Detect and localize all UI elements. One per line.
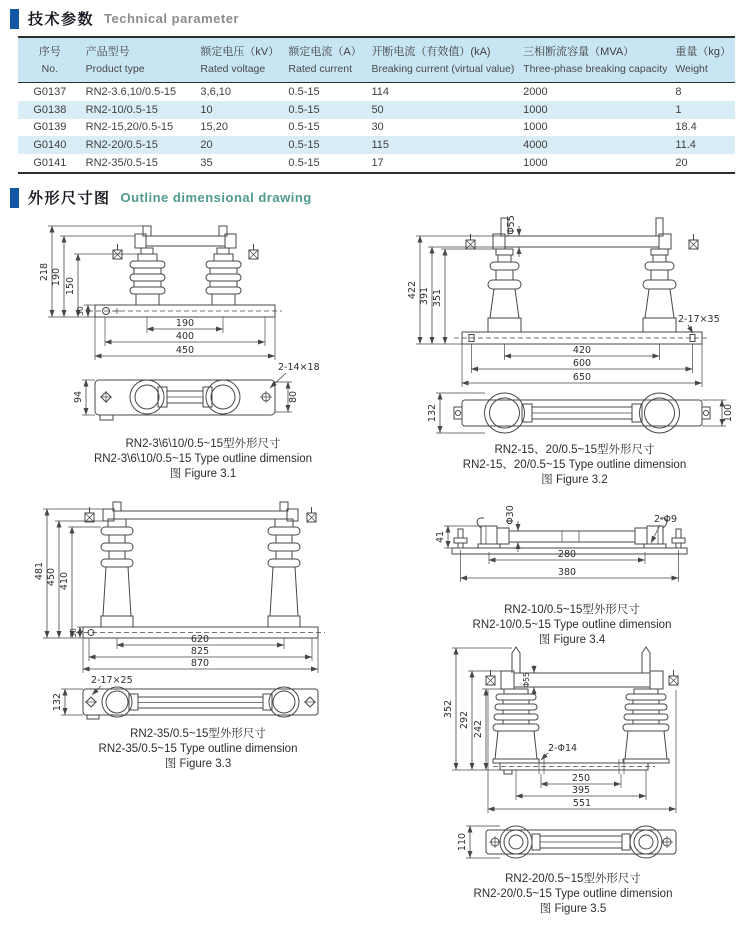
section-title-zh: 技术参数 [28, 11, 95, 28]
caption-en: RN2-20/0.5~15 Type outline dimension [473, 887, 673, 900]
dimension-lines [34, 509, 318, 695]
cell-voltage: 10 [200, 103, 213, 116]
dim-380: 380 [557, 567, 577, 578]
dim-395: 395 [571, 785, 591, 796]
dim-110: 110 [457, 832, 468, 852]
cell-type: RN2-35/0.5-15 [85, 156, 158, 169]
cell-type: RN2-3.6,10/0.5-15 [85, 85, 177, 98]
cell-breaking: 115 [371, 138, 389, 151]
dim-phi55: Φ55 [522, 672, 531, 688]
dim-30: 30 [69, 628, 78, 638]
caption-zh: RN2-10/0.5~15型外形尺寸 [504, 604, 640, 616]
cell-type: RN2-10/0.5-15 [85, 103, 158, 116]
caption-en: RN2-10/0.5~15 Type outline dimension [472, 618, 672, 631]
dim-218: 218 [39, 262, 50, 282]
dimension-lines [39, 226, 320, 388]
cell-voltage: 3,6,10 [200, 85, 232, 98]
cell-weight: 18.4 [675, 121, 697, 134]
dim-242: 242 [473, 719, 484, 739]
table-row [18, 83, 735, 101]
cell-current: 0.5-15 [288, 103, 320, 116]
dim-phi55: Φ55 [506, 215, 517, 235]
dim-30: 30 [76, 306, 85, 316]
caption-zh: RN2-35/0.5~15型外形尺寸 [130, 728, 266, 740]
caption-fig: 图 Figure 3.5 [539, 902, 607, 915]
caption-en: RN2-3\6\10/0.5~15 Type outline dimension [93, 452, 313, 465]
slot-label: 2-17×35 [678, 314, 720, 325]
cell-type: RN2-20/0.5-15 [85, 138, 158, 151]
dim-250: 250 [571, 773, 591, 784]
col-no [18, 37, 82, 83]
dim-450: 450 [175, 345, 195, 356]
figure-3-4 [402, 502, 742, 648]
section-marker [10, 188, 19, 208]
cell-current: 0.5-15 [288, 85, 320, 98]
col-weight: 重量（kg） Weight [671, 37, 735, 83]
caption-zh: RN2-3\6\10/0.5~15型外形尺寸 [125, 438, 281, 450]
dim-41: 41 [435, 530, 446, 544]
caption-zh: RN2-20/0.5~15型外形尺寸 [505, 873, 641, 885]
slot-label: 2-Φ9 [654, 514, 677, 525]
front-view [76, 502, 325, 638]
front-view [454, 215, 710, 344]
col-breaking-current: 开断电流（有效值）(kA) Breaking current (virtual value) [367, 37, 519, 83]
cell-weight: 8 [675, 85, 682, 98]
figure-caption [402, 603, 742, 648]
cell-breaking: 114 [371, 85, 389, 98]
dim-190v: 190 [51, 267, 62, 287]
cell-capacity: 4000 [523, 138, 548, 151]
figure-3-5 [398, 645, 748, 917]
dim-94: 94 [73, 390, 84, 404]
figure-caption [38, 437, 368, 482]
cell-no: G0139 [33, 121, 67, 134]
col-breaking-capacity: 三相断流容量（MVA） Three-phase breaking capacity [519, 37, 671, 83]
cell-capacity: 1000 [523, 121, 548, 134]
cell-current: 0.5-15 [288, 138, 320, 151]
col-product-type: 产品型号 Product type [82, 37, 197, 83]
figure-3-5-drawing [398, 645, 748, 867]
dim-825: 825 [190, 646, 210, 657]
cell-current: 0.5-15 [288, 156, 320, 169]
dim-870: 870 [190, 658, 210, 669]
cell-weight: 20 [675, 156, 688, 169]
cell-voltage: 20 [200, 138, 213, 151]
cell-capacity: 2000 [523, 85, 548, 98]
holes-label: 2-Φ14 [548, 743, 578, 754]
cell-breaking: 50 [371, 103, 384, 116]
figure-caption [398, 872, 748, 917]
dim-391: 391 [419, 286, 430, 306]
table-row [18, 101, 735, 119]
dim-352: 352 [443, 699, 454, 719]
dim-292: 292 [459, 710, 470, 730]
cell-breaking: 17 [371, 156, 384, 169]
plan-view [73, 380, 299, 420]
dim-650: 650 [572, 372, 592, 383]
figure-3-2-drawing [402, 214, 747, 438]
dim-280: 280 [557, 549, 577, 560]
figure-3-2 [402, 214, 747, 488]
figure-3-1-drawing [38, 220, 368, 432]
slot-label: 2-17×25 [91, 675, 133, 686]
dim-132: 132 [427, 403, 438, 423]
cell-no: G0137 [33, 85, 67, 98]
dim-551: 551 [572, 798, 592, 809]
plan-view [427, 393, 734, 433]
figure-3-4-drawing [402, 502, 742, 598]
figure-caption [402, 443, 747, 488]
dim-422: 422 [407, 280, 418, 300]
section-title-en: Outline dimensional drawing [120, 190, 312, 205]
cell-weight: 1 [675, 103, 682, 116]
slot-label: 2-14×18 [278, 362, 320, 373]
section-title-en: Technical parameter [104, 11, 239, 26]
dim-phi30: Φ30 [505, 505, 516, 525]
caption-fig: 图 Figure 3.2 [541, 473, 608, 486]
cell-type: RN2-15,20/0.5-15 [85, 121, 174, 134]
dim-620: 620 [190, 634, 210, 645]
caption-fig: 图 Figure 3.4 [538, 633, 606, 646]
table-row [18, 119, 735, 137]
dim-80: 80 [288, 390, 299, 404]
cell-voltage: 15,20 [200, 121, 228, 134]
cell-current: 0.5-15 [288, 121, 320, 134]
dim-400: 400 [175, 331, 195, 342]
col-rated-voltage: 额定电压（kV） Rated voltage [196, 37, 284, 83]
cell-capacity: 1000 [523, 156, 548, 169]
section-outline-drawing [10, 187, 312, 208]
section-technical-parameter [10, 8, 239, 29]
cell-no: G0138 [33, 103, 67, 116]
cell-no: G0140 [33, 138, 67, 151]
dim-420: 420 [572, 345, 592, 356]
technical-parameter-table [18, 36, 735, 174]
front-view [88, 226, 282, 317]
figure-caption [33, 727, 363, 772]
dim-150: 150 [65, 276, 76, 296]
cell-capacity: 1000 [523, 103, 548, 116]
dim-132: 132 [52, 692, 63, 712]
table-header [18, 37, 735, 83]
table-row [18, 136, 735, 154]
figure-3-3 [33, 497, 363, 772]
plan-view [52, 687, 318, 719]
col-no-zh: 序号 [38, 46, 61, 58]
table-row [18, 154, 735, 173]
caption-zh: RN2-15、20/0.5~15型外形尺寸 [494, 444, 655, 456]
cell-breaking: 30 [371, 121, 384, 134]
cell-weight: 11.4 [675, 138, 696, 151]
dim-600: 600 [572, 358, 592, 369]
figure-3-1 [38, 220, 368, 482]
col-no-en: No. [41, 62, 58, 75]
caption-en: RN2-35/0.5~15 Type outline dimension [98, 742, 298, 755]
dim-450: 450 [46, 567, 57, 587]
cell-no: G0141 [33, 156, 67, 169]
dim-100: 100 [723, 403, 734, 423]
dim-351: 351 [432, 288, 443, 308]
plan-view [457, 826, 676, 858]
section-marker [10, 9, 19, 29]
dim-190h: 190 [175, 318, 195, 329]
dim-481: 481 [34, 561, 45, 581]
front-view [486, 647, 678, 774]
figure-3-3-drawing [33, 497, 363, 722]
cell-voltage: 35 [200, 156, 213, 169]
col-rated-current: 额定电流（A） Rated current [284, 37, 367, 83]
caption-fig: 图 Figure 3.1 [169, 467, 237, 480]
caption-en: RN2-15、20/0.5~15 Type outline dimension [462, 458, 687, 471]
caption-fig: 图 Figure 3.3 [164, 757, 232, 770]
section-title-zh: 外形尺寸图 [28, 190, 111, 207]
dim-410: 410 [59, 571, 70, 591]
